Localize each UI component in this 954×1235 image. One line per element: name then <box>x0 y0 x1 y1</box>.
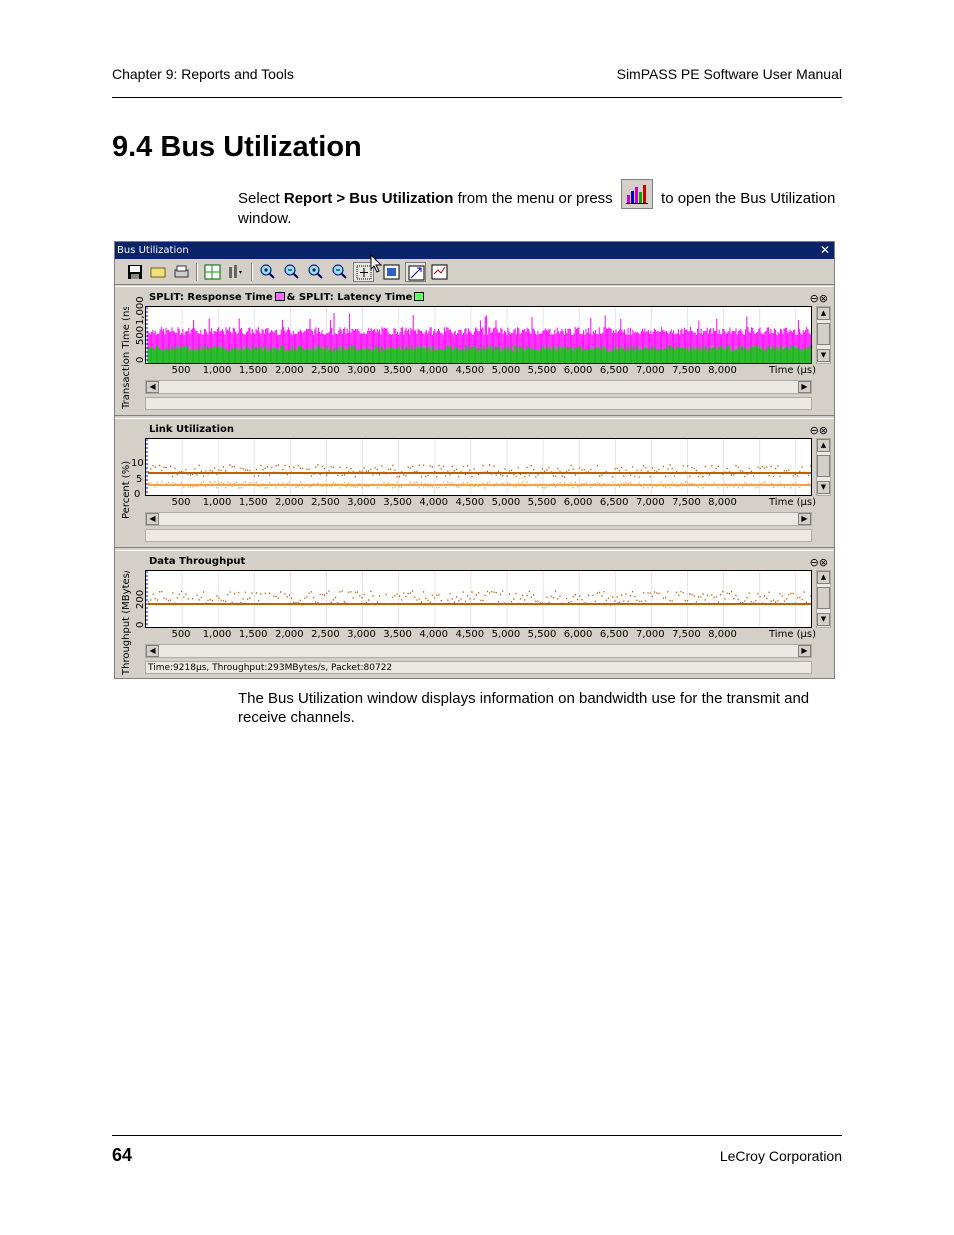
y-axis-label <box>119 439 133 543</box>
horizontal-scrollbar[interactable] <box>145 644 812 658</box>
x-tick: 5,500 <box>527 497 557 508</box>
scroll-right-icon[interactable]: ▶ <box>798 381 811 393</box>
x-tick: 6,000 <box>563 497 593 508</box>
x-tick: 500 <box>171 629 191 640</box>
x-tick: 1,000 <box>202 497 232 508</box>
chapter-header: Chapter 9: Reports and Tools <box>112 66 294 82</box>
window-titlebar <box>115 242 834 259</box>
x-tick: 4,000 <box>419 629 449 640</box>
x-tick: 8,000 <box>708 365 737 376</box>
scroll-left-icon[interactable]: ◀ <box>146 645 159 657</box>
x-tick: 4,000 <box>419 365 449 376</box>
x-tick: 3,500 <box>383 365 412 376</box>
x-tick: 6,000 <box>563 629 593 640</box>
y-tick: 500 <box>135 325 146 345</box>
x-tick: 6,500 <box>599 497 629 508</box>
x-tick: 8,000 <box>708 629 737 640</box>
x-tick: 500 <box>171 365 191 376</box>
vertical-scrollbar[interactable] <box>816 438 831 496</box>
pane-close-icon[interactable]: ⊗ <box>818 556 828 569</box>
x-unit: Time (µs) <box>769 365 817 376</box>
x-tick: 7,000 <box>635 365 665 376</box>
x-unit: Time (µs) <box>769 629 817 640</box>
scroll-down-icon[interactable]: ▼ <box>817 349 830 362</box>
scroll-up-icon[interactable]: ▲ <box>817 439 830 452</box>
window-title: Bus Utilization <box>117 245 189 256</box>
section-title: 9.4 Bus Utilization <box>112 131 362 163</box>
save-icon[interactable] <box>125 262 146 282</box>
body-paragraph: The Bus Utilization window displays information on bandwidth use for the transmit and receive channels. <box>238 690 810 726</box>
status-readout: Time:9218µs, Throughput:293MBytes/s, Packet:80722 <box>145 661 812 674</box>
status-field <box>145 529 812 542</box>
x-tick: 3,500 <box>383 629 412 640</box>
open-icon[interactable] <box>148 262 169 282</box>
chart-plot[interactable] <box>145 570 812 628</box>
y-axis-label <box>119 571 133 675</box>
utilization-points <box>148 465 811 477</box>
x-tick: 3,500 <box>383 497 412 508</box>
chart-plot[interactable] <box>145 306 812 364</box>
y-tick: 10 <box>131 458 144 469</box>
intro-pre: Select <box>238 190 284 207</box>
intro-post: to open the Bus Utilization window. <box>238 190 836 227</box>
pane-controls <box>810 292 828 305</box>
x-axis <box>145 497 825 511</box>
x-tick: 5,500 <box>527 629 557 640</box>
scroll-thumb[interactable] <box>817 455 830 477</box>
x-tick: 2,000 <box>274 497 304 508</box>
legend-swatch[interactable] <box>275 292 285 301</box>
pane-controls <box>810 556 828 569</box>
plot-svg <box>146 571 811 627</box>
x-tick: 3,000 <box>347 629 376 640</box>
x-tick: 5,000 <box>491 497 521 508</box>
chart-plot[interactable] <box>145 438 812 496</box>
intro-paragraph <box>238 179 842 228</box>
series-b-label: & SPLIT: Latency Time <box>286 292 413 303</box>
vertical-scrollbar[interactable] <box>816 306 831 364</box>
horizontal-scrollbar[interactable] <box>145 512 812 526</box>
tools-icon[interactable] <box>225 262 246 282</box>
y-tick: 0 <box>135 356 146 363</box>
x-tick: 2,500 <box>311 629 340 640</box>
x-tick: 2,000 <box>274 629 304 640</box>
x-tick: 7,500 <box>672 497 701 508</box>
response-time-pane <box>115 286 834 416</box>
x-tick: 4,500 <box>455 497 485 508</box>
scroll-thumb[interactable] <box>817 587 830 609</box>
pane-close-icon[interactable]: ⊗ <box>818 292 828 305</box>
page-number: 64 <box>112 1145 133 1165</box>
plot-svg <box>146 307 811 363</box>
x-axis <box>145 365 825 379</box>
pane-title <box>149 292 426 303</box>
x-tick: 6,500 <box>599 629 629 640</box>
company-name: LeCroy Corporation <box>719 1148 842 1164</box>
scroll-down-icon[interactable]: ▼ <box>817 481 830 494</box>
y-tick: 0 <box>134 489 141 500</box>
toolbar-separator <box>196 263 198 281</box>
x-tick: 2,500 <box>311 497 340 508</box>
x-tick: 2,500 <box>311 365 340 376</box>
y-tick: 200 <box>135 589 146 609</box>
x-tick: 4,000 <box>419 497 449 508</box>
layout-icon[interactable] <box>202 262 223 282</box>
x-tick: 2,000 <box>274 365 304 376</box>
x-tick: 8,000 <box>708 497 737 508</box>
intro-mid: from the menu or press <box>453 190 617 207</box>
intro-menu-path: Report > Bus Utilization <box>283 190 454 207</box>
status-field <box>145 397 812 410</box>
scroll-up-icon[interactable]: ▲ <box>817 307 830 320</box>
y-label-text: Transaction Time (ns) <box>121 307 132 409</box>
zoom-out-vertical-icon[interactable] <box>329 262 350 282</box>
footer-rule <box>112 1135 842 1136</box>
mouse-pointer-icon <box>370 254 384 278</box>
scroll-thumb[interactable] <box>817 323 830 345</box>
x-tick: 5,500 <box>527 365 557 376</box>
x-tick: 7,000 <box>635 629 665 640</box>
x-tick: 1,500 <box>238 365 268 376</box>
horizontal-scrollbar[interactable] <box>145 380 812 394</box>
x-axis <box>145 629 825 643</box>
vertical-scrollbar[interactable] <box>816 570 831 628</box>
x-tick: 6,000 <box>563 365 593 376</box>
x-tick: 3,000 <box>347 365 376 376</box>
x-tick: 7,500 <box>672 365 701 376</box>
x-tick: 1,000 <box>202 629 232 640</box>
collapse-icon[interactable]: ⊖ <box>809 292 819 305</box>
bar-chart-icon <box>621 179 653 209</box>
collapse-icon[interactable]: ⊖ <box>809 556 819 569</box>
zoom-in-vertical-icon[interactable] <box>305 262 326 282</box>
x-tick: 4,500 <box>455 629 485 640</box>
x-tick: 1,500 <box>238 629 268 640</box>
scroll-up-icon[interactable]: ▲ <box>817 571 830 584</box>
print-icon[interactable] <box>171 262 192 282</box>
collapse-icon[interactable]: ⊖ <box>809 424 819 437</box>
scroll-left-icon[interactable]: ◀ <box>146 381 159 393</box>
series-a-label: SPLIT: Response Time <box>149 292 273 303</box>
x-tick: 5,000 <box>491 629 521 640</box>
scroll-down-icon[interactable]: ▼ <box>817 613 830 626</box>
x-tick: 7,000 <box>635 497 665 508</box>
link-utilization-pane <box>115 418 834 548</box>
pane-controls <box>810 424 828 437</box>
toolbar <box>115 260 834 285</box>
x-tick: 7,500 <box>672 629 701 640</box>
x-tick: 1,000 <box>202 365 232 376</box>
x-tick: 5,000 <box>491 365 521 376</box>
resize-icon[interactable] <box>405 262 426 282</box>
legend-swatch[interactable] <box>414 292 424 301</box>
x-tick: 3,000 <box>347 497 376 508</box>
y-tick: 1,000 <box>135 296 146 325</box>
scroll-right-icon[interactable]: ▶ <box>798 513 811 525</box>
y-tick: 5 <box>136 474 143 485</box>
x-tick: 6,500 <box>599 365 629 376</box>
zoom-in-horizontal-icon[interactable] <box>257 262 278 282</box>
toolbar-separator <box>251 263 253 281</box>
pane-close-icon[interactable]: ⊗ <box>818 424 828 437</box>
bus-utilization-window <box>114 241 835 679</box>
pane-title: Link Utilization <box>149 424 234 435</box>
zoom-out-horizontal-icon[interactable] <box>281 262 302 282</box>
plot-svg <box>146 439 811 495</box>
x-unit: Time (µs) <box>769 497 817 508</box>
fit-icon[interactable] <box>381 262 402 282</box>
y-tick: 0 <box>135 621 146 628</box>
x-tick: 4,500 <box>455 365 485 376</box>
pane-title: Data Throughput <box>149 556 246 567</box>
scroll-left-icon[interactable]: ◀ <box>146 513 159 525</box>
x-tick: 1,500 <box>238 497 268 508</box>
scroll-right-icon[interactable]: ▶ <box>798 645 811 657</box>
data-throughput-pane <box>115 550 834 680</box>
manual-title: SimPASS PE Software User Manual <box>616 66 842 82</box>
throughput-points <box>148 591 811 605</box>
y-label-text: Percent (%) <box>121 460 132 519</box>
y-axis-label <box>119 307 133 411</box>
header-rule <box>112 97 842 98</box>
x-tick: 500 <box>171 497 191 508</box>
close-icon[interactable]: ✕ <box>819 243 830 257</box>
y-label-text: Throughput (MBytes/s) <box>121 571 132 675</box>
select-icon[interactable] <box>429 262 450 282</box>
